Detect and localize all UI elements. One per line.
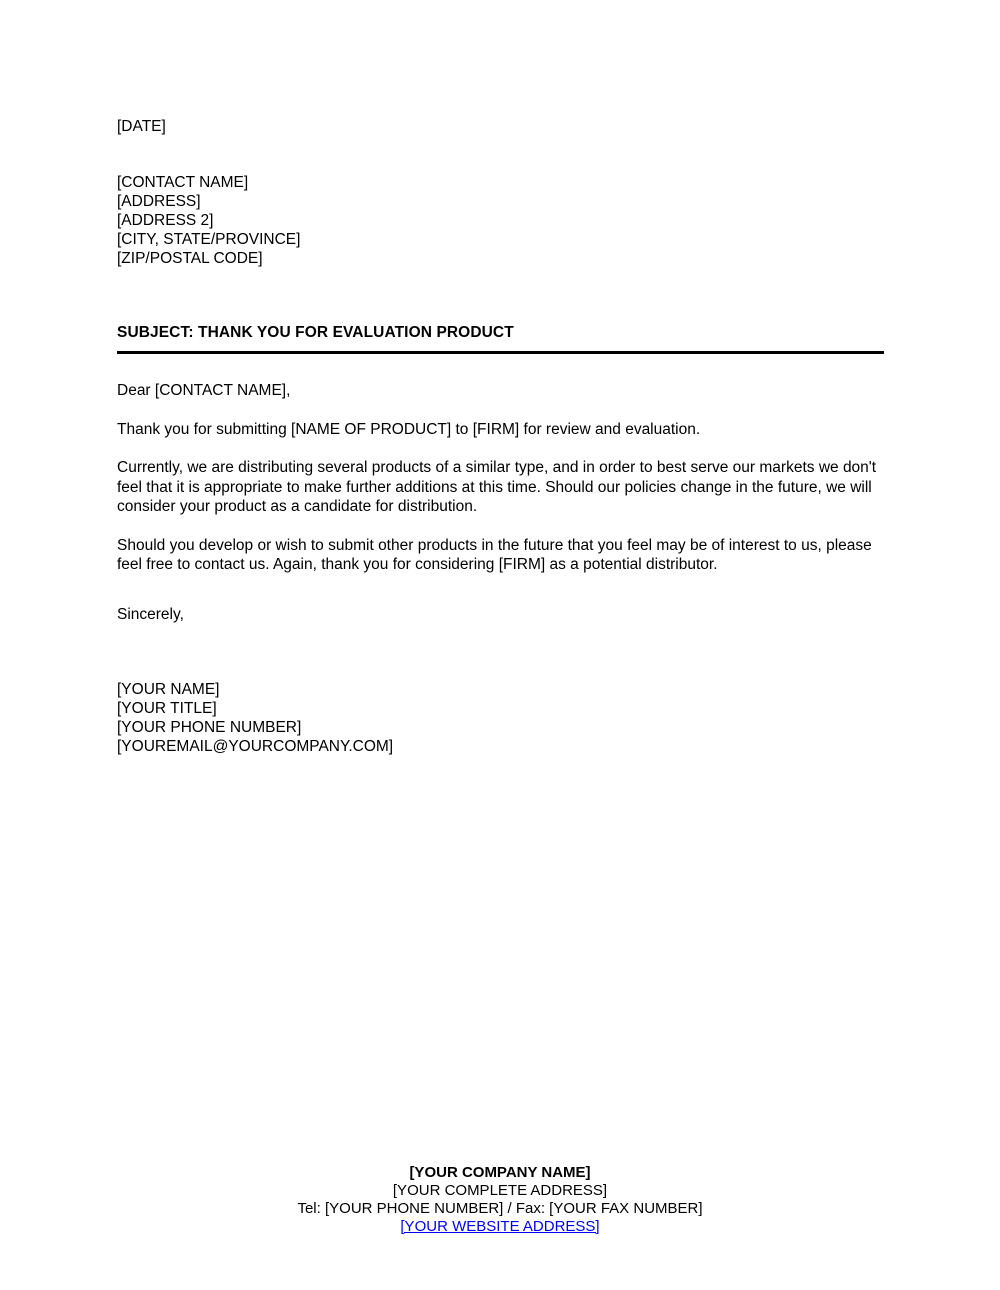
letter-body [117,381,884,575]
footer-address: [YOUR COMPLETE ADDRESS] [392,1182,608,1199]
footer-contact: Tel: [YOUR PHONE NUMBER] / Fax: [YOUR FAX NUMBER] [297,1200,703,1217]
footer-website-line [0,1218,1000,1236]
recipient-line-city-state: [CITY, STATE/PROVINCE] [117,231,301,248]
date-value: [DATE] [117,118,166,135]
subject-block [117,323,884,354]
page-footer [0,1164,1000,1236]
recipient-line-zip: [ZIP/POSTAL CODE] [117,250,263,267]
recipient-line-contact-name: [CONTACT NAME] [117,174,249,191]
signature-line-phone: [YOUR PHONE NUMBER] [117,719,302,736]
recipient-line-address: [ADDRESS] [117,193,201,210]
closing-text: Sincerely, [117,606,184,623]
footer-company-name: [YOUR COMPANY NAME] [409,1164,591,1181]
subject-divider-rule [117,351,884,354]
body-paragraph-2: Currently, we are distributing several products of a similar type, and in order to best serve our markets we don't feel that it is appropriate to make further additions at this time. Should our policies change in the future, we will consider your product as a candidate for distribution. [117,459,877,515]
subject-line: SUBJECT: THANK YOU FOR EVALUATION PRODUCT [117,324,514,341]
signature-line-title: [YOUR TITLE] [117,700,217,717]
signature-line-name: [YOUR NAME] [117,681,220,698]
recipient-address-block [117,173,300,268]
recipient-line-address-2: [ADDRESS 2] [117,212,214,229]
footer-website-link[interactable]: [YOUR WEBSITE ADDRESS] [400,1218,600,1235]
signature-line-email: [YOUREMAIL@YOURCOMPANY.COM] [117,738,394,755]
body-paragraph-3: Should you develop or wish to submit other products in the future that you feel may be of interest to us, please feel free to contact us. Again, thank you for considering [FIRM] as a potential distributor. [117,536,872,573]
signature-block [117,680,393,756]
date-block [117,117,166,136]
closing-block [117,605,184,624]
body-paragraph-1: Thank you for submitting [NAME OF PRODUCT] to [FIRM] for review and evaluation. [117,420,701,438]
salutation: Dear [CONTACT NAME], [117,382,291,399]
